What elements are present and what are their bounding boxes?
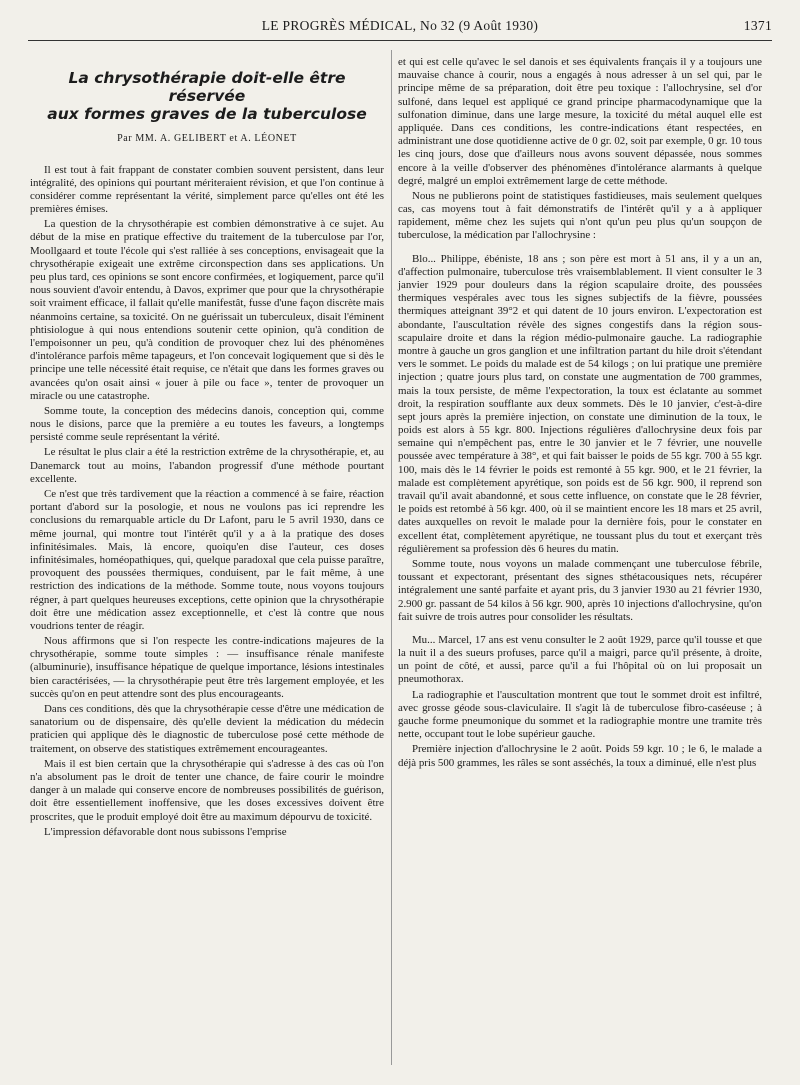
header-rule — [28, 40, 772, 41]
paragraph: et qui est celle qu'avec le sel danois et ses équivalents français il y a toujours une mauvaise chance à courir, nous a engagés à nous adresser à un sel qui, par le principe même de sa préparation, doit être peu toxique : l'allochrysine, sel d'or sulfoné, dans lequel est appliqué ce grand principe pharmacodynamique que la sulfonation diminue, dans une large mesure, la toxicité du métal auquel elle est appliquée. Dans ces conditions, les contre-indications étant respectées, en administrant une dose quotidienne active de 0 gr. 02, soit par exemple, 0 gr. 10 tous les cinq jours, dose que d'ailleurs nous avons souvent dépassée, nous sommes encore à la veille d'observer des phénomènes d'intolérance alarmants à quelque degré, malgré un emploi extrêmement large de cette méthode. — [398, 56, 762, 187]
journal-title: LE PROGRÈS MÉDICAL, No 32 (9 Août 1930) — [261, 18, 539, 33]
paragraph: La question de la chrysothérapie est combien démonstrative à ce sujet. Au début de la mise en pratique effective du traitement de la tuberculose par l'or, Moollgaard et toute l'école qui s'est ralliée à ses conceptions, envisageait que la chrysothérapie exigeait une extrême circonspection dans ses applications. Un peu plus tard, ces opinions se sont encore confirmées, et logiquement, parce qu'il nous souvient d'avoir entendu, à Davos, exprimer que pour que la chrysothérapie soit vraiment efficace, il fallait qu'elle manifestât, fusse d'une façon discrète mais néanmoins certaine, sa toxicité. On ne guérissait un tuberculeux, disait l'éminent phtisiologue à qui nous entendions soutenir cette opinion, qu'à condition de l'empoisonner un peu, qu'à condition de provoquer chez lui des phénomènes d'intolérance parfois même tapageurs, et l'on concevait logiquement que si dès le principe une telle nécessité était requise, ce n'était que dans les formes graves ou avancées qu'on osait ainsi « jouer à pile ou face », tenter de provoquer un miracle ou une catastrophe. — [30, 218, 384, 402]
case-report-paragraph: Blo... Philippe, ébéniste, 18 ans ; son père est mort à 51 ans, il y a un an, d'affection pulmonaire, tuberculose très vraisemblablement. Il vient consulter le 3 janvier 1929 pour douleurs dans la région scapulaire droite, des poussées thermiques vespérales avec tous les signes subjectifs de la fièvre, poussées thermiques atteignant 39°2 et qui datent de 10 jours environ. L'expectoration est abondante, l'auscultation révèle des signes congestifs dans la région sous-scapulaire droite et dans la région médio-pulmonaire gauche. La radiographie montre à gauche un gros ganglion et une infiltration partant du hile droit s'étendant vers le sommet. Le poids du malade est de 54 kilogs ; on lui pratique une première injection ; quatre jours plus tard, on constate une augmentation de 700 grammes, mais la toux persiste, de même l'expectoration, la toux est éclatante au sommet droit, la respiration soufflante aux deux sommets. Dès le 10 janvier, c'est-à-dire sept jours après la première injection, on constate une diminution de la toux, le poids est alors à 55 kgr. 800. Injections régulières d'allochrysine deux fois par semaine qui n'empêchent pas, entre le 30 janvier et le 7 février, une nouvelle poussée avec température à 38°, et qui fait baisser le poids de 55 kgr. 700 à 55 kgr. 100, mais dès le 14 février le poids est remonté à 55 kgr. 900, et le 21 février, la malade est complètement apyrétique, son poids est de 56 kgr. 900, il reprend son travail qu'il avait abandonné, et sous cette influence, on constate que le 28 février, le poids est retombé à 56 kgr. 400, où il se maintient encore les 18 mars et 25 avril, dates auxquelles on revoit le malade pour la dernière fois, pour le constater en excellent état, complètement apyrétique, ne toussant plus du tout et exerçant très régulièrement sa profession dès 6 heures du matin. — [398, 252, 762, 555]
paragraph: Le résultat le plus clair a été la restriction extrême de la chrysothérapie, et, au Danemarck tout au moins, l'abandon progressif d'une méthode pourtant excellente. — [30, 446, 384, 485]
paragraph: Somme toute, nous voyons un malade commençant une tuberculose fébrile, toussant et expectorant, présentant des signes sthétacousiques nets, récupérer intégralement une santé parfaite et ayant pris, du 3 janvier 1930 au 21 février 1930, 2.900 gr. passant de 54 kilos à 56 kgr. 900, après 10 injections d'allochrysine, qu'on fait suivre de trois autres pour consolider les résultats. — [398, 557, 762, 623]
paragraph: Nous ne publierons point de statistiques fastidieuses, mais seulement quelques cas, cas moyens tout à fait démonstratifs de l'intérêt qu'il y a à appliquer rapidement, même chez les sujets qui n'ont qu'un peu plus qu'un soupçon de tuberculose, la médication par l'allochrysine : — [398, 189, 762, 242]
paragraph: Nous affirmons que si l'on respecte les contre-indications majeures de la chrysothérapie, somme toute simples : — insuffisance rénale manifeste (albuminurie), insuffisance hépatique de quelque importance, lésions intestinales bien caractérisées, — la chrysothérapie peut être très largement employée, et les succès qu'on en peut attendre sont des plus encourageants. — [30, 635, 384, 700]
paragraph: Ce n'est que très tardivement que la réaction a commencé à se faire, réaction portant d'abord sur la posologie, et nous ne voulons pas ici reprendre les conclusions du remarquable article du Dr Lafont, paru le 5 avril 1930, dans ce même journal, qui montre tout l'intérêt qu'il y a à la pratique des doses infinitésimales. Mais, là encore, quoiqu'en dise l'auteur, ces doses infinitésimales, homéopathiques, qui, quelque paradoxal que cela puisse paraître, provoquent des poussées thermiques, conduisent, par le fait même, à une restriction des indications de la méthode. Somme toute, nous voyons toujours régner, à part quelques heureuses exceptions, cette opinion que la chrysothérapie doit être une médication assez exceptionnelle, et c'est là contre que nous voudrions tenter de réagir. — [30, 488, 384, 632]
column-divider — [391, 50, 392, 1065]
article-title — [30, 70, 384, 123]
right-column — [398, 56, 762, 770]
page-header — [28, 14, 772, 38]
paragraph: Mais il est bien certain que la chrysothérapie qui s'adresse à des cas où l'on n'a absolument pas le droit de tenter une chance, de faire courir le moindre danger à un malade qui conserve encore de nombreuses possibilités de guérison, doit être essentiellement inoffensive, que les doses excessives doivent être proscrites, que le produit employé doit être au maximum dépourvu de toxicité. — [30, 757, 384, 823]
article-title-line-1: La chrysothérapie doit-elle être réservée — [68, 69, 346, 105]
paragraph: Il est tout à fait frappant de constater combien souvent persistent, dans leur intégralité, des opinions qui pourtant mériteraient révision, et que l'on continue à considérer comme représentant la vérité, simplement parce qu'elles ont été les premières émises. — [30, 163, 384, 216]
paragraph: Première injection d'allochrysine le 2 août. Poids 59 kgr. 10 ; le 6, le malade a déjà pris 500 grammes, les râles se sont asséchés, la toux a diminué, elle n'est plus — [398, 743, 762, 769]
paragraph: Dans ces conditions, dès que la chrysothérapie cesse d'être une médication de sanatorium ou de dispensaire, dès qu'elle devient la médication du médecin praticien qui applique dès le diagnostic de tuberculose posé cette méthode de traitement, on observe des statistiques extrêmement encourageantes. — [30, 703, 384, 755]
article-byline: Par MM. A. GELIBERT et A. LÉONET — [117, 133, 297, 145]
paragraph: Somme toute, la conception des médecins danois, conception qui, comme nous le disions, parce que la première a eu toutes les faveurs, a longtemps persisté comme seule représentant la vérité. — [30, 404, 384, 444]
article-title-line-2: aux formes graves de la tuberculose — [47, 104, 367, 123]
page-number: 1371 — [743, 18, 772, 33]
paragraph: La radiographie et l'auscultation montrent que tout le sommet droit est infiltré, avec grosse géode sous-claviculaire. Il s'agit là de tuberculose fibro-caséeuse ; à gauche forme pneumonique du sommet et la radiographie montre une tramite très nette, occupant tout le lobe supérieur gauche. — [398, 688, 762, 741]
case-report-paragraph: Mu... Marcel, 17 ans est venu consulter le 2 août 1929, parce qu'il tousse et que la nuit il a des sueurs profuses, parce qu'il a maigri, parce qu'il présente, à droite, un point de côté, et aussi, parce qu'il a fui l'hôpital où on lui proposait un pneumothorax. — [398, 633, 762, 686]
paragraph: L'impression défavorable dont nous subissons l'emprise — [44, 825, 287, 838]
left-column — [30, 58, 384, 839]
